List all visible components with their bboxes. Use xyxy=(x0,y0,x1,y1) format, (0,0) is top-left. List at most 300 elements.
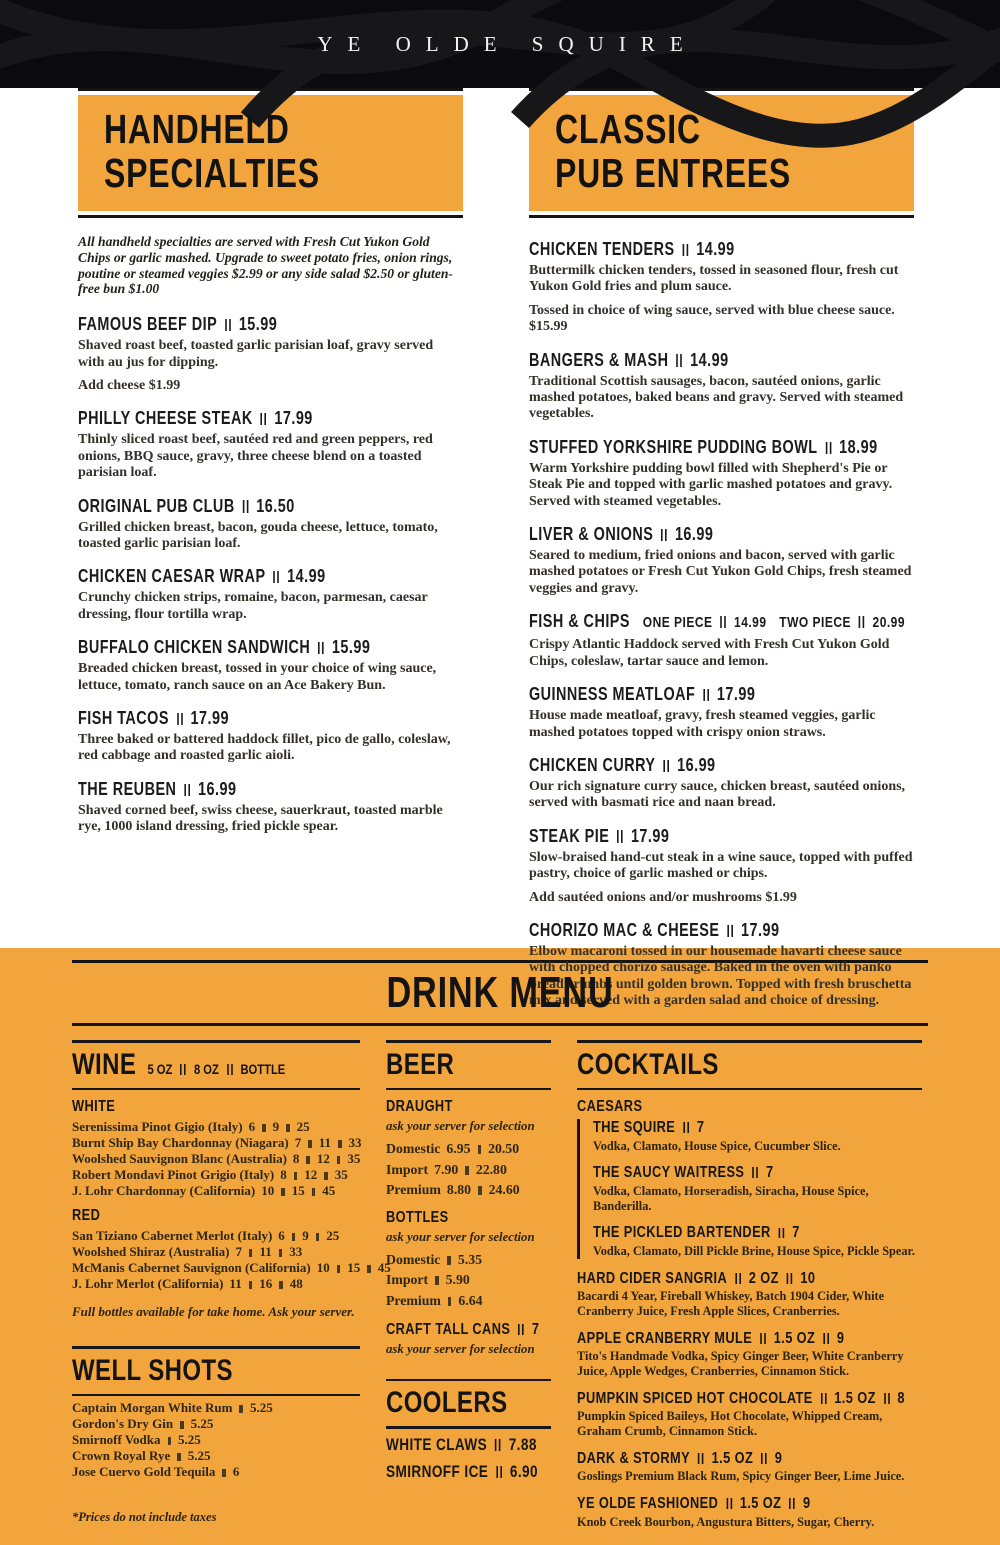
item-name: PHILLY CHEESE STEAK xyxy=(78,408,253,429)
drink-name: Smirnoff Vodka xyxy=(72,1432,161,1447)
price-row xyxy=(72,1400,360,1416)
item-description: Grilled chicken breast, bacon, gouda cheese, lettuce, tomato, toasted garlic parisian loaf. xyxy=(78,519,438,552)
price-separator-icon xyxy=(787,1273,793,1284)
section-title-line: PUB ENTREES xyxy=(555,150,792,196)
drink-price: 10 xyxy=(261,1183,275,1198)
price-row xyxy=(386,1250,551,1271)
divider-line xyxy=(78,215,463,218)
price-separator-icon xyxy=(496,1466,502,1478)
item-title-row xyxy=(593,1224,922,1243)
price-separator-icon xyxy=(478,1145,482,1154)
cooler-item xyxy=(386,1460,551,1484)
wine-column xyxy=(72,1040,391,1541)
price-separator-icon xyxy=(735,1273,741,1284)
price-separator-icon xyxy=(789,1498,795,1509)
drink-price: 48 xyxy=(289,1276,303,1291)
item-price: 14.99 xyxy=(287,566,326,587)
item-price: 18.99 xyxy=(839,436,878,457)
price-separator-icon xyxy=(261,413,267,425)
header-banner xyxy=(0,0,1000,88)
price-row xyxy=(386,1291,551,1312)
cocktail-item xyxy=(577,1390,922,1439)
cocktail-size: 1.5 OZ xyxy=(711,1449,754,1467)
drink-price: 33 xyxy=(348,1135,362,1150)
column-heading: BEER xyxy=(386,1047,455,1081)
price-row xyxy=(386,1139,551,1160)
price-separator-icon xyxy=(239,1405,243,1413)
item-title-row xyxy=(78,565,463,587)
item-name: STEAK PIE xyxy=(529,825,610,846)
menu-item xyxy=(529,436,914,510)
item-description: Buttermilk chicken tenders, tossed in seasoned flour, fresh cut Yukon Gold fries and plum sauce. xyxy=(529,263,899,295)
item-name: THE REUBEN xyxy=(78,778,177,799)
cocktails-column xyxy=(577,1040,922,1541)
drink-name: Jose Cuervo Gold Tequila xyxy=(72,1464,216,1479)
menu-item xyxy=(78,313,463,394)
item-title-row xyxy=(529,610,914,634)
cocktail-price: 7 xyxy=(792,1224,800,1242)
item-price: 14.99 xyxy=(734,614,767,632)
item-title-row xyxy=(529,349,914,371)
price-separator-icon xyxy=(617,830,623,842)
price-separator-icon xyxy=(338,1140,342,1148)
price-separator-icon xyxy=(661,529,667,541)
cocktail-description: Tito's Handmade Vodka, Spicy Ginger Beer, White Cranberry Juice, Apple Wedges, Cranberries, Cinnamon Stick. xyxy=(577,1349,904,1379)
price-separator-icon xyxy=(306,1156,310,1164)
item-price: 14.99 xyxy=(690,349,729,370)
drink-price: 7 xyxy=(294,1135,302,1150)
item-price: 17.99 xyxy=(630,825,670,846)
section-title-box xyxy=(529,95,914,211)
cocktail-item xyxy=(593,1164,922,1213)
menu-item xyxy=(386,1321,551,1357)
drink-price: 16 xyxy=(259,1276,273,1291)
drink-price: 10 xyxy=(316,1260,330,1275)
price-separator-icon xyxy=(318,642,324,654)
price-footnote: *Prices do not include taxes xyxy=(72,1510,217,1524)
drink-price: 9 xyxy=(302,1228,309,1243)
cocktail-item xyxy=(593,1224,922,1258)
drink-price: 8 xyxy=(280,1167,287,1182)
price-separator-icon xyxy=(292,1233,296,1241)
drink-price: 9 xyxy=(272,1119,280,1134)
cocktail-name: THE PICKLED BARTENDER xyxy=(593,1224,771,1242)
drink-name: Robert Mondavi Pinot Grigio (Italy) xyxy=(72,1167,275,1182)
item-title-row xyxy=(593,1164,922,1183)
section-header xyxy=(78,88,463,218)
price-separator-icon xyxy=(821,1393,827,1404)
menu-item xyxy=(529,523,914,597)
item-title-row xyxy=(78,778,463,800)
item-price: 7 xyxy=(531,1321,540,1338)
item-description: House made meatloaf, gravy, fresh steamed veggies, garlic mashed potatoes topped with crispy onion straws. xyxy=(529,708,876,740)
item-name: GUINNESS MEATLOAF xyxy=(529,684,696,705)
item-title-row xyxy=(577,1270,922,1289)
drink-name: Premium xyxy=(386,1292,441,1308)
item-name: CHICKEN TENDERS xyxy=(529,239,675,259)
drink-price: 12 xyxy=(304,1167,318,1182)
cocktail-size: 1.5 OZ xyxy=(739,1495,782,1513)
item-description: Shaved corned beef, swiss cheese, sauerkraut, toasted marble rye, 1000 island dressing, fried pickle spear. xyxy=(78,802,443,835)
item-title-row xyxy=(529,238,914,260)
item-price: 17.99 xyxy=(274,408,313,429)
price-separator-icon xyxy=(180,1064,186,1075)
drink-price: 20.50 xyxy=(488,1141,520,1156)
drink-price: 6 xyxy=(248,1119,256,1134)
price-separator-icon xyxy=(367,1265,371,1273)
drink-price: 15 xyxy=(291,1183,305,1198)
wine-group-label: RED xyxy=(72,1207,101,1224)
server-note: ask your server for selection xyxy=(386,1229,535,1244)
cocktail-description: Knob Creek Bourbon, Angustura Bitters, Sugar, Cherry. xyxy=(577,1514,875,1529)
menu-item xyxy=(529,754,914,812)
item-name: FISH & CHIPS xyxy=(529,611,630,632)
wine-note: Full bottles available for take home. Ask your server. xyxy=(72,1304,355,1319)
menu-item xyxy=(78,778,463,836)
beer-group-label: DRAUGHT xyxy=(386,1098,453,1115)
drink-name: Burnt Ship Bay Chardonnay (Niagara) xyxy=(72,1135,289,1150)
server-note: ask your server for selection xyxy=(386,1119,535,1133)
wine-group-label: WHITE xyxy=(72,1098,116,1115)
drink-price: 6 xyxy=(232,1464,240,1479)
price-separator-icon xyxy=(274,571,280,583)
drink-name: Domestic xyxy=(386,1141,441,1156)
drink-price: 22.80 xyxy=(475,1161,507,1177)
price-separator-icon xyxy=(664,760,670,772)
item-note: Tossed in choice of wing sauce, served with blue cheese sauce. $15.99 xyxy=(529,302,895,335)
drink-name: Woolshed Shiraz (Australia) xyxy=(72,1244,230,1259)
section-title xyxy=(104,107,455,195)
item-description: Thinly sliced roast beef, sautéed red and green peppers, red onions, BBQ sauce, gravy, three cheese blend on a toasted parisian loaf. xyxy=(78,432,433,481)
item-title-row xyxy=(529,754,914,776)
price-row xyxy=(72,1228,360,1244)
item-title-row xyxy=(78,495,463,517)
column-header xyxy=(577,1040,922,1090)
menu-item xyxy=(529,825,914,906)
item-name: SMIRNOFF ICE xyxy=(386,1461,489,1481)
item-name: CRAFT TALL CANS xyxy=(386,1321,511,1338)
item-price: 17.99 xyxy=(190,708,229,729)
divider-line xyxy=(529,88,914,91)
price-separator-icon xyxy=(726,1498,732,1509)
server-note: ask your server for selection xyxy=(386,1341,535,1356)
item-description: Seared to medium, fried onions and bacon, served with garlic mashed potatoes or Fresh Cut Yukon Gold Chips, fresh steamed veggies and gravy. xyxy=(529,548,912,596)
item-description: Three baked or battered haddock fillet, pico de gallo, coleslaw, red cabbage and roasted garlic aioli. xyxy=(78,732,451,764)
price-separator-icon xyxy=(703,689,709,701)
well-shots-section xyxy=(72,1346,360,1480)
price-separator-icon xyxy=(225,319,231,331)
price-separator-icon xyxy=(859,616,865,628)
price-separator-icon xyxy=(761,1453,767,1464)
item-description: Traditional Scottish sausages, bacon, sautéed onions, garlic mashed potatoes, baked beans and gravy. Served with steamed vegetables. xyxy=(529,373,904,422)
price-separator-icon xyxy=(249,1249,253,1257)
price-separator-icon xyxy=(324,1172,328,1180)
section-title-line: HANDHELD xyxy=(104,106,290,152)
size-label: 5 OZ xyxy=(147,1060,173,1077)
price-separator-icon xyxy=(177,1453,181,1461)
divider-line xyxy=(72,1088,360,1091)
price-separator-icon xyxy=(337,1265,341,1273)
drink-price: 45 xyxy=(322,1183,336,1198)
cocktail-price: 7 xyxy=(696,1119,705,1136)
drink-name: McManis Cabernet Sauvignon (California) xyxy=(72,1260,311,1275)
price-separator-icon xyxy=(683,1122,689,1133)
price-separator-icon xyxy=(448,1297,452,1306)
item-title-row xyxy=(577,1390,922,1409)
drink-name: J. Lohr Merlot (California) xyxy=(72,1276,224,1291)
menu-item xyxy=(529,349,914,423)
cocktail-description: Vodka, Clamato, Horseradish, Siracha, House Spice, Banderilla. xyxy=(593,1183,869,1213)
drink-price: 35 xyxy=(347,1151,361,1166)
drink-name: Import xyxy=(386,1272,429,1287)
caesars-label: CAESARS xyxy=(577,1098,643,1115)
column-header xyxy=(386,1040,551,1090)
price-separator-icon xyxy=(779,1228,785,1239)
cocktail-price: 9 xyxy=(802,1495,811,1513)
column-header xyxy=(72,1040,360,1090)
coolers-section xyxy=(386,1379,551,1484)
column-heading: WELL SHOTS xyxy=(72,1353,233,1387)
item-description: Breaded chicken breast, tossed in your choice of wing sauce, lettuce, tomato, ranch sauce on an Ace Bakery Bun. xyxy=(78,661,437,693)
price-separator-icon xyxy=(727,925,733,937)
cocktail-price: 10 xyxy=(800,1269,816,1287)
size-label: 8 OZ xyxy=(193,1060,219,1077)
drink-price: 15 xyxy=(347,1260,361,1275)
cooler-item xyxy=(386,1433,551,1457)
drink-menu-title xyxy=(72,968,928,1018)
price-separator-icon xyxy=(760,1333,766,1344)
price-separator-icon xyxy=(281,1188,285,1196)
menu-item xyxy=(78,565,463,623)
item-price: 16.99 xyxy=(198,778,237,799)
column-header xyxy=(386,1379,551,1429)
cocktail-item xyxy=(593,1119,922,1153)
section-handheld-specialties xyxy=(78,88,463,1023)
section-header xyxy=(529,88,914,218)
price-separator-icon xyxy=(683,244,689,256)
price-row xyxy=(386,1180,551,1201)
cocktail-item xyxy=(577,1450,922,1484)
drink-price: 7 xyxy=(235,1244,242,1259)
cocktail-name: PUMPKIN SPICED HOT CHOCOLATE xyxy=(577,1389,813,1407)
cocktail-price: 8 xyxy=(897,1389,905,1407)
drink-name: Serenissima Pinot Gigio (Italy) xyxy=(72,1119,243,1134)
drink-price: 25 xyxy=(296,1119,310,1134)
item-title-row xyxy=(577,1495,922,1514)
cocktail-name: YE OLDE FASHIONED xyxy=(577,1495,719,1513)
drink-price: 11 xyxy=(229,1276,242,1291)
drink-price: 6 xyxy=(278,1228,285,1243)
item-description: Our rich signature curry sauce, chicken breast, sautéed onions, served with basmati rice and naan bread. xyxy=(529,778,906,811)
cocktail-item xyxy=(577,1495,922,1529)
item-description: Crunchy chicken strips, romaine, bacon, parmesan, caesar dressing, flour tortilla wrap. xyxy=(78,590,428,622)
price-separator-icon xyxy=(177,713,183,725)
price-row xyxy=(72,1432,360,1448)
drink-price: 6.64 xyxy=(458,1292,483,1308)
price-row xyxy=(72,1135,360,1151)
drink-price: 33 xyxy=(289,1244,303,1259)
divider-line xyxy=(386,1426,551,1429)
price-separator-icon xyxy=(337,1156,341,1164)
price-row xyxy=(72,1183,360,1199)
price-separator-icon xyxy=(447,1256,451,1265)
price-separator-icon xyxy=(478,1186,482,1195)
price-separator-icon xyxy=(518,1324,524,1335)
price-separator-icon xyxy=(720,616,726,628)
drink-price: 45 xyxy=(377,1260,391,1275)
item-description: Elbow macaroni tossed in our housemade havarti cheese sauce with chopped chorizo sausage. Baked in the oven with panko bread crumbs until golden brown. Topped with fresh bruschetta mix and served with a garden salad and choice of dressing. xyxy=(529,943,912,1009)
drink-menu-columns xyxy=(72,1040,928,1541)
cocktail-item xyxy=(577,1330,922,1379)
cocktail-size: 2 OZ xyxy=(748,1269,779,1287)
drink-name: J. Lohr Chardonnay (California) xyxy=(72,1183,256,1198)
item-description: Slow-braised hand-cut steak in a wine sauce, topped with puffed pastry, choice of garlic mashed or chips. xyxy=(529,849,913,882)
cocktail-size: 1.5 OZ xyxy=(834,1389,876,1407)
item-price: 6.90 xyxy=(509,1461,538,1481)
price-separator-icon xyxy=(495,1439,501,1451)
item-name: CHICKEN CURRY xyxy=(529,754,656,775)
section-intro: All handheld specialties are served with Fresh Cut Yukon Gold Chips or garlic mashed. Upgrade to sweet potato fries, onion rings, poutine or steamed veggies $2.99 or any side salad $2.50 or gluten-free bun $1.00 xyxy=(78,234,453,297)
item-price: 17.99 xyxy=(716,684,756,705)
drink-price: 5.90 xyxy=(445,1272,470,1287)
price-separator-icon xyxy=(286,1124,290,1132)
price-separator-icon xyxy=(435,1276,439,1285)
drink-menu-title-text: DRINK MENU xyxy=(386,968,614,1017)
menu-item xyxy=(78,707,463,765)
item-title-row xyxy=(529,683,914,705)
entree-items-list xyxy=(529,238,914,1010)
menu-item xyxy=(78,407,463,481)
item-title-row xyxy=(577,1450,922,1469)
drink-price: 35 xyxy=(334,1167,348,1182)
drink-price: 8.80 xyxy=(446,1182,472,1197)
item-title-row xyxy=(78,313,463,335)
cocktail-price: 9 xyxy=(774,1449,783,1467)
beer-column xyxy=(386,1040,551,1541)
menu-item xyxy=(529,238,914,336)
price-separator-icon xyxy=(316,1233,320,1241)
divider-line xyxy=(72,1023,928,1026)
price-separator-icon xyxy=(312,1188,316,1196)
drink-name: Crown Royal Rye xyxy=(72,1448,171,1463)
item-title-row xyxy=(78,636,463,658)
price-row xyxy=(72,1119,360,1135)
item-name: LIVER & ONIONS xyxy=(529,524,654,545)
price-separator-icon xyxy=(279,1249,283,1257)
drink-name: Premium xyxy=(386,1182,441,1197)
drink-price: 5.25 xyxy=(187,1448,211,1463)
price-row xyxy=(72,1244,360,1260)
price-separator-icon xyxy=(243,500,249,512)
cocktail-description: Pumpkin Spiced Baileys, Hot Chocolate, Whipped Cream, Graham Crumb, Cinnamon Stick. xyxy=(577,1409,883,1439)
price-separator-icon xyxy=(249,1281,253,1289)
price-separator-icon xyxy=(752,1167,758,1178)
column-heading: COOLERS xyxy=(386,1386,508,1419)
price-row xyxy=(72,1167,360,1183)
price-row xyxy=(386,1160,551,1181)
drink-menu xyxy=(0,948,1000,1545)
column-header xyxy=(72,1346,360,1396)
beer-section xyxy=(386,1040,551,1357)
cocktail-description: Vodka, Clamato, Dill Pickle Brine, House Spice, Pickle Spear. xyxy=(593,1243,915,1258)
item-note: Add sautéed onions and/or mushrooms $1.99 xyxy=(529,889,797,905)
variant-label: TWO PIECE xyxy=(779,614,851,632)
price-row xyxy=(72,1260,391,1276)
caesars-group xyxy=(577,1119,922,1259)
item-name: BANGERS & MASH xyxy=(529,349,669,370)
item-title-row xyxy=(78,407,463,429)
size-label: BOTTLE xyxy=(240,1060,286,1077)
item-title-row xyxy=(593,1119,922,1138)
drink-name: Domestic xyxy=(386,1251,441,1267)
section-title-box xyxy=(78,95,463,211)
item-title-row xyxy=(386,1321,551,1340)
cocktail-name: APPLE CRANBERRY MULE xyxy=(577,1329,753,1347)
drink-price: 12 xyxy=(316,1151,330,1166)
drink-price: 24.60 xyxy=(488,1182,520,1197)
cocktail-description: Goslings Premium Black Rum, Spicy Ginger Beer, Lime Juice. xyxy=(577,1469,905,1484)
price-row xyxy=(72,1448,360,1464)
item-description: Shaved roast beef, toasted garlic parisian loaf, gravy served with au jus for dipping. xyxy=(78,338,434,370)
item-name: STUFFED YORKSHIRE PUDDING BOWL xyxy=(529,436,818,457)
price-separator-icon xyxy=(262,1124,266,1132)
item-title-row xyxy=(78,707,463,729)
price-separator-icon xyxy=(279,1281,283,1289)
item-title-row xyxy=(529,919,914,941)
item-title-row xyxy=(577,1330,922,1349)
menu-item xyxy=(529,610,914,670)
price-row xyxy=(72,1416,360,1432)
drink-price: 11 xyxy=(259,1244,272,1259)
cocktail-name: THE SAUCY WAITRESS xyxy=(593,1164,745,1182)
price-separator-icon xyxy=(294,1172,298,1180)
drink-price: 5.35 xyxy=(457,1251,483,1267)
divider-line xyxy=(72,1394,360,1397)
drink-price: 6.95 xyxy=(446,1141,471,1156)
price-separator-icon xyxy=(222,1469,226,1477)
price-row xyxy=(72,1151,360,1167)
price-separator-icon xyxy=(180,1421,184,1429)
cocktail-price: 7 xyxy=(765,1164,774,1182)
divider-line xyxy=(529,215,914,218)
divider-line xyxy=(577,1088,922,1091)
price-separator-icon xyxy=(168,1437,172,1445)
price-row xyxy=(72,1464,360,1480)
menu-item xyxy=(78,636,463,694)
cocktail-price: 9 xyxy=(836,1329,845,1347)
price-separator-icon xyxy=(826,442,832,454)
handheld-items-list xyxy=(78,313,463,836)
item-name: FAMOUS BEEF DIP xyxy=(78,314,218,335)
item-price: 16.99 xyxy=(677,754,716,775)
drink-price: 11 xyxy=(318,1135,332,1150)
menu-item xyxy=(529,683,914,741)
item-title-row xyxy=(529,523,914,545)
drink-price: 5.25 xyxy=(178,1432,201,1447)
cocktail-name: HARD CIDER SANGRIA xyxy=(577,1269,728,1287)
cocktail-name: DARK & STORMY xyxy=(577,1449,691,1467)
item-name: CHORIZO MAC & CHEESE xyxy=(529,919,720,940)
item-note: Add cheese $1.99 xyxy=(78,378,181,393)
item-description: Warm Yorkshire pudding bowl filled with Shepherd's Pie or Steak Pie and topped with garlic mashed potatoes and gravy. Served with steamed vegetables. xyxy=(529,460,893,509)
price-separator-icon xyxy=(884,1393,890,1404)
price-separator-icon xyxy=(227,1064,233,1075)
section-classic-pub-entrees xyxy=(529,88,914,1023)
cocktail-name: THE SQUIRE xyxy=(593,1119,676,1136)
drink-price: 5.25 xyxy=(249,1400,273,1415)
drink-price: 5.25 xyxy=(190,1416,214,1431)
item-price: 16.99 xyxy=(674,524,714,545)
